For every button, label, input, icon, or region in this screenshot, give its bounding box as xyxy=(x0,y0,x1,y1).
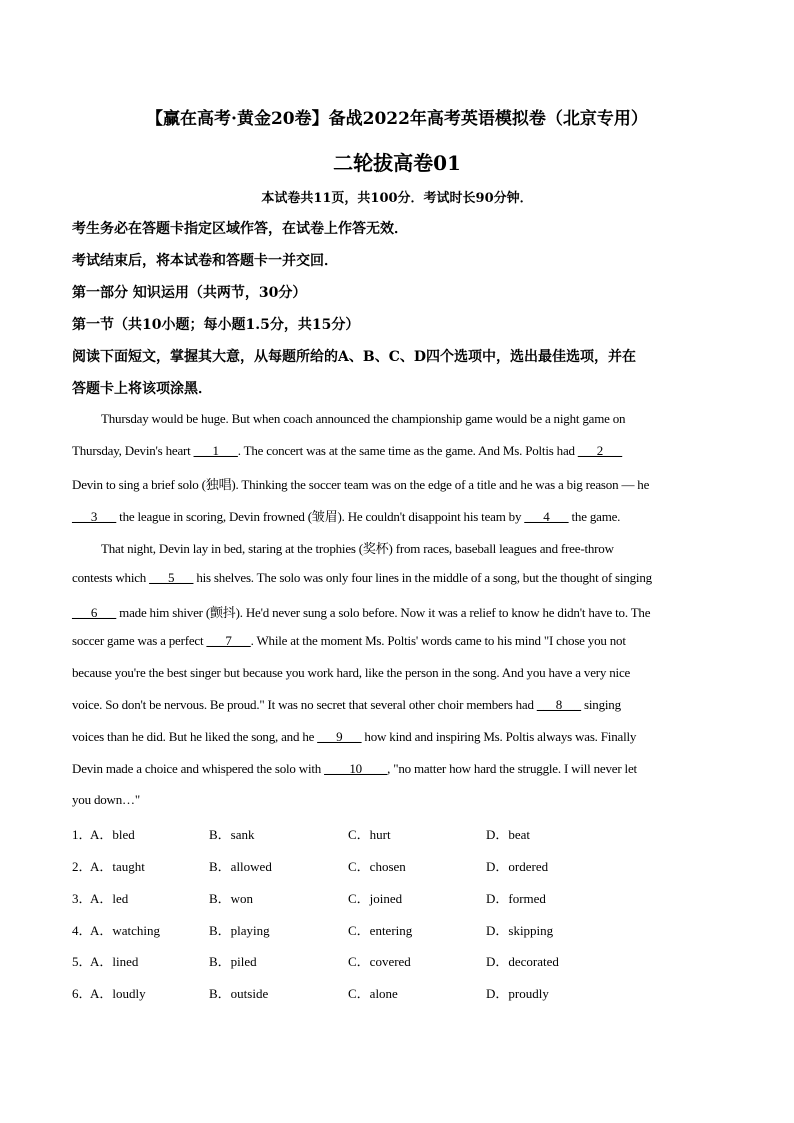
passage-line: Devin made a choice and whispered the solo with ____10____, "no matter how hard the struggle. I will never let xyxy=(72,761,637,776)
question-row xyxy=(72,856,722,874)
passage-line: Devin to sing a brief solo (独唱). Thinking the soccer team was on the edge of a title and he was a big reason — he xyxy=(72,477,650,492)
blank-10: ____10____ xyxy=(324,761,388,776)
option-b: B．won xyxy=(209,891,254,906)
option-c: C．joined xyxy=(348,891,403,906)
option-c: C．chosen xyxy=(348,859,406,874)
option-c: C．entering xyxy=(348,923,413,938)
question-number: 3． xyxy=(72,891,92,906)
blank-7: ___7___ xyxy=(206,633,251,648)
option-b: B．piled xyxy=(209,954,257,969)
exam-title: 【赢在高考·黄金20卷】备战2022年高考英语模拟卷（北京专用） xyxy=(146,109,648,129)
blank-8: ___8___ xyxy=(536,697,581,712)
question-number: 4． xyxy=(72,923,92,938)
section-heading: 第一部分 知识运用（共两节，30分） xyxy=(72,285,307,301)
exam-subtitle: 二轮拔高卷01 xyxy=(333,151,461,175)
option-b: B．allowed xyxy=(209,859,272,874)
option-a: A．bled xyxy=(90,827,135,842)
instruction-line: 考生务必在答题卡指定区域作答，在试卷上作答无效． xyxy=(72,221,408,237)
passage-line: voices than he did. But he liked the song, and he ___9___ how kind and inspiring Ms. Poltis always was. Finally xyxy=(72,729,637,744)
subsection-heading: 第一节（共10小题；每小题1.5分，共15分） xyxy=(72,317,360,333)
passage-line: voice. So don't be nervous. Be proud." It was no secret that several other choir members had ___8___ singing xyxy=(72,697,621,712)
passage-line: That night, Devin lay in bed, staring at the trophies (奖杯) from races, baseball leagues and free-throw xyxy=(101,541,614,556)
directions-line: 答题卡上将该项涂黑． xyxy=(72,381,212,397)
passage-line: contests which ___5___ his shelves. The solo was only four lines in the middle of a song, but the thought of singing xyxy=(72,570,652,585)
option-d: D．decorated xyxy=(486,954,559,969)
option-b: B．outside xyxy=(209,986,269,1001)
passage-line: ___6___ made him shiver (颤抖). He'd never sung a solo before. Now it was a relief to know he didn't have to. The xyxy=(72,605,651,620)
option-d: D．ordered xyxy=(486,859,549,874)
passage-line: Thursday would be huge. But when coach announced the championship game would be a night game on xyxy=(101,411,626,426)
option-a: A．led xyxy=(90,891,129,906)
exam-info: 本试卷共11页，共100分．考试时长90分钟． xyxy=(261,191,533,206)
passage-line: Thursday, Devin's heart ___1___. The concert was at the same time as the game. And Ms. Poltis had ___2___ xyxy=(72,443,622,458)
question-row xyxy=(72,951,722,969)
option-c: C．covered xyxy=(348,954,411,969)
question-number: 6． xyxy=(72,986,92,1001)
blank-6: ___6___ xyxy=(72,605,117,620)
question-number: 1． xyxy=(72,827,92,842)
blank-1: ___1___ xyxy=(193,443,238,458)
question-number: 5． xyxy=(72,954,92,969)
option-d: D．skipping xyxy=(486,923,554,938)
option-a: A．taught xyxy=(90,859,145,874)
question-row xyxy=(72,824,722,842)
directions-line: 阅读下面短文，掌握其大意，从每题所给的A、B、C、D四个选项中，选出最佳选项，并在 xyxy=(72,349,636,365)
blank-9: ___9___ xyxy=(317,729,362,744)
passage-line: soccer game was a perfect ___7___. While at the moment Ms. Poltis' words came to his mind "I chose you not xyxy=(72,633,626,648)
question-row xyxy=(72,983,722,1001)
option-d: D．beat xyxy=(486,827,531,842)
option-b: B．sank xyxy=(209,827,255,842)
blank-2: ___2___ xyxy=(577,443,622,458)
blank-5: ___5___ xyxy=(149,570,194,585)
option-c: C．alone xyxy=(348,986,398,1001)
question-row xyxy=(72,920,722,938)
option-a: A．watching xyxy=(90,923,161,938)
option-a: A．lined xyxy=(90,954,139,969)
option-d: D．formed xyxy=(486,891,546,906)
passage-line: ___3___ the league in scoring, Devin frowned (皱眉). He couldn't disappoint his team by ___4___ the game. xyxy=(72,509,621,524)
question-row xyxy=(72,888,722,906)
passage-line: you down…" xyxy=(72,792,140,807)
instruction-line: 考试结束后，将本试卷和答题卡一并交回． xyxy=(72,253,338,269)
blank-3: ___3___ xyxy=(72,509,117,524)
blank-4: ___4___ xyxy=(524,509,569,524)
option-d: D．proudly xyxy=(486,986,549,1001)
option-a: A．loudly xyxy=(90,986,146,1001)
passage-line: because you're the best singer but because you work hard, like the person in the song. And you have a very nice xyxy=(72,665,631,680)
option-c: C．hurt xyxy=(348,827,391,842)
option-b: B．playing xyxy=(209,923,270,938)
question-number: 2． xyxy=(72,859,92,874)
